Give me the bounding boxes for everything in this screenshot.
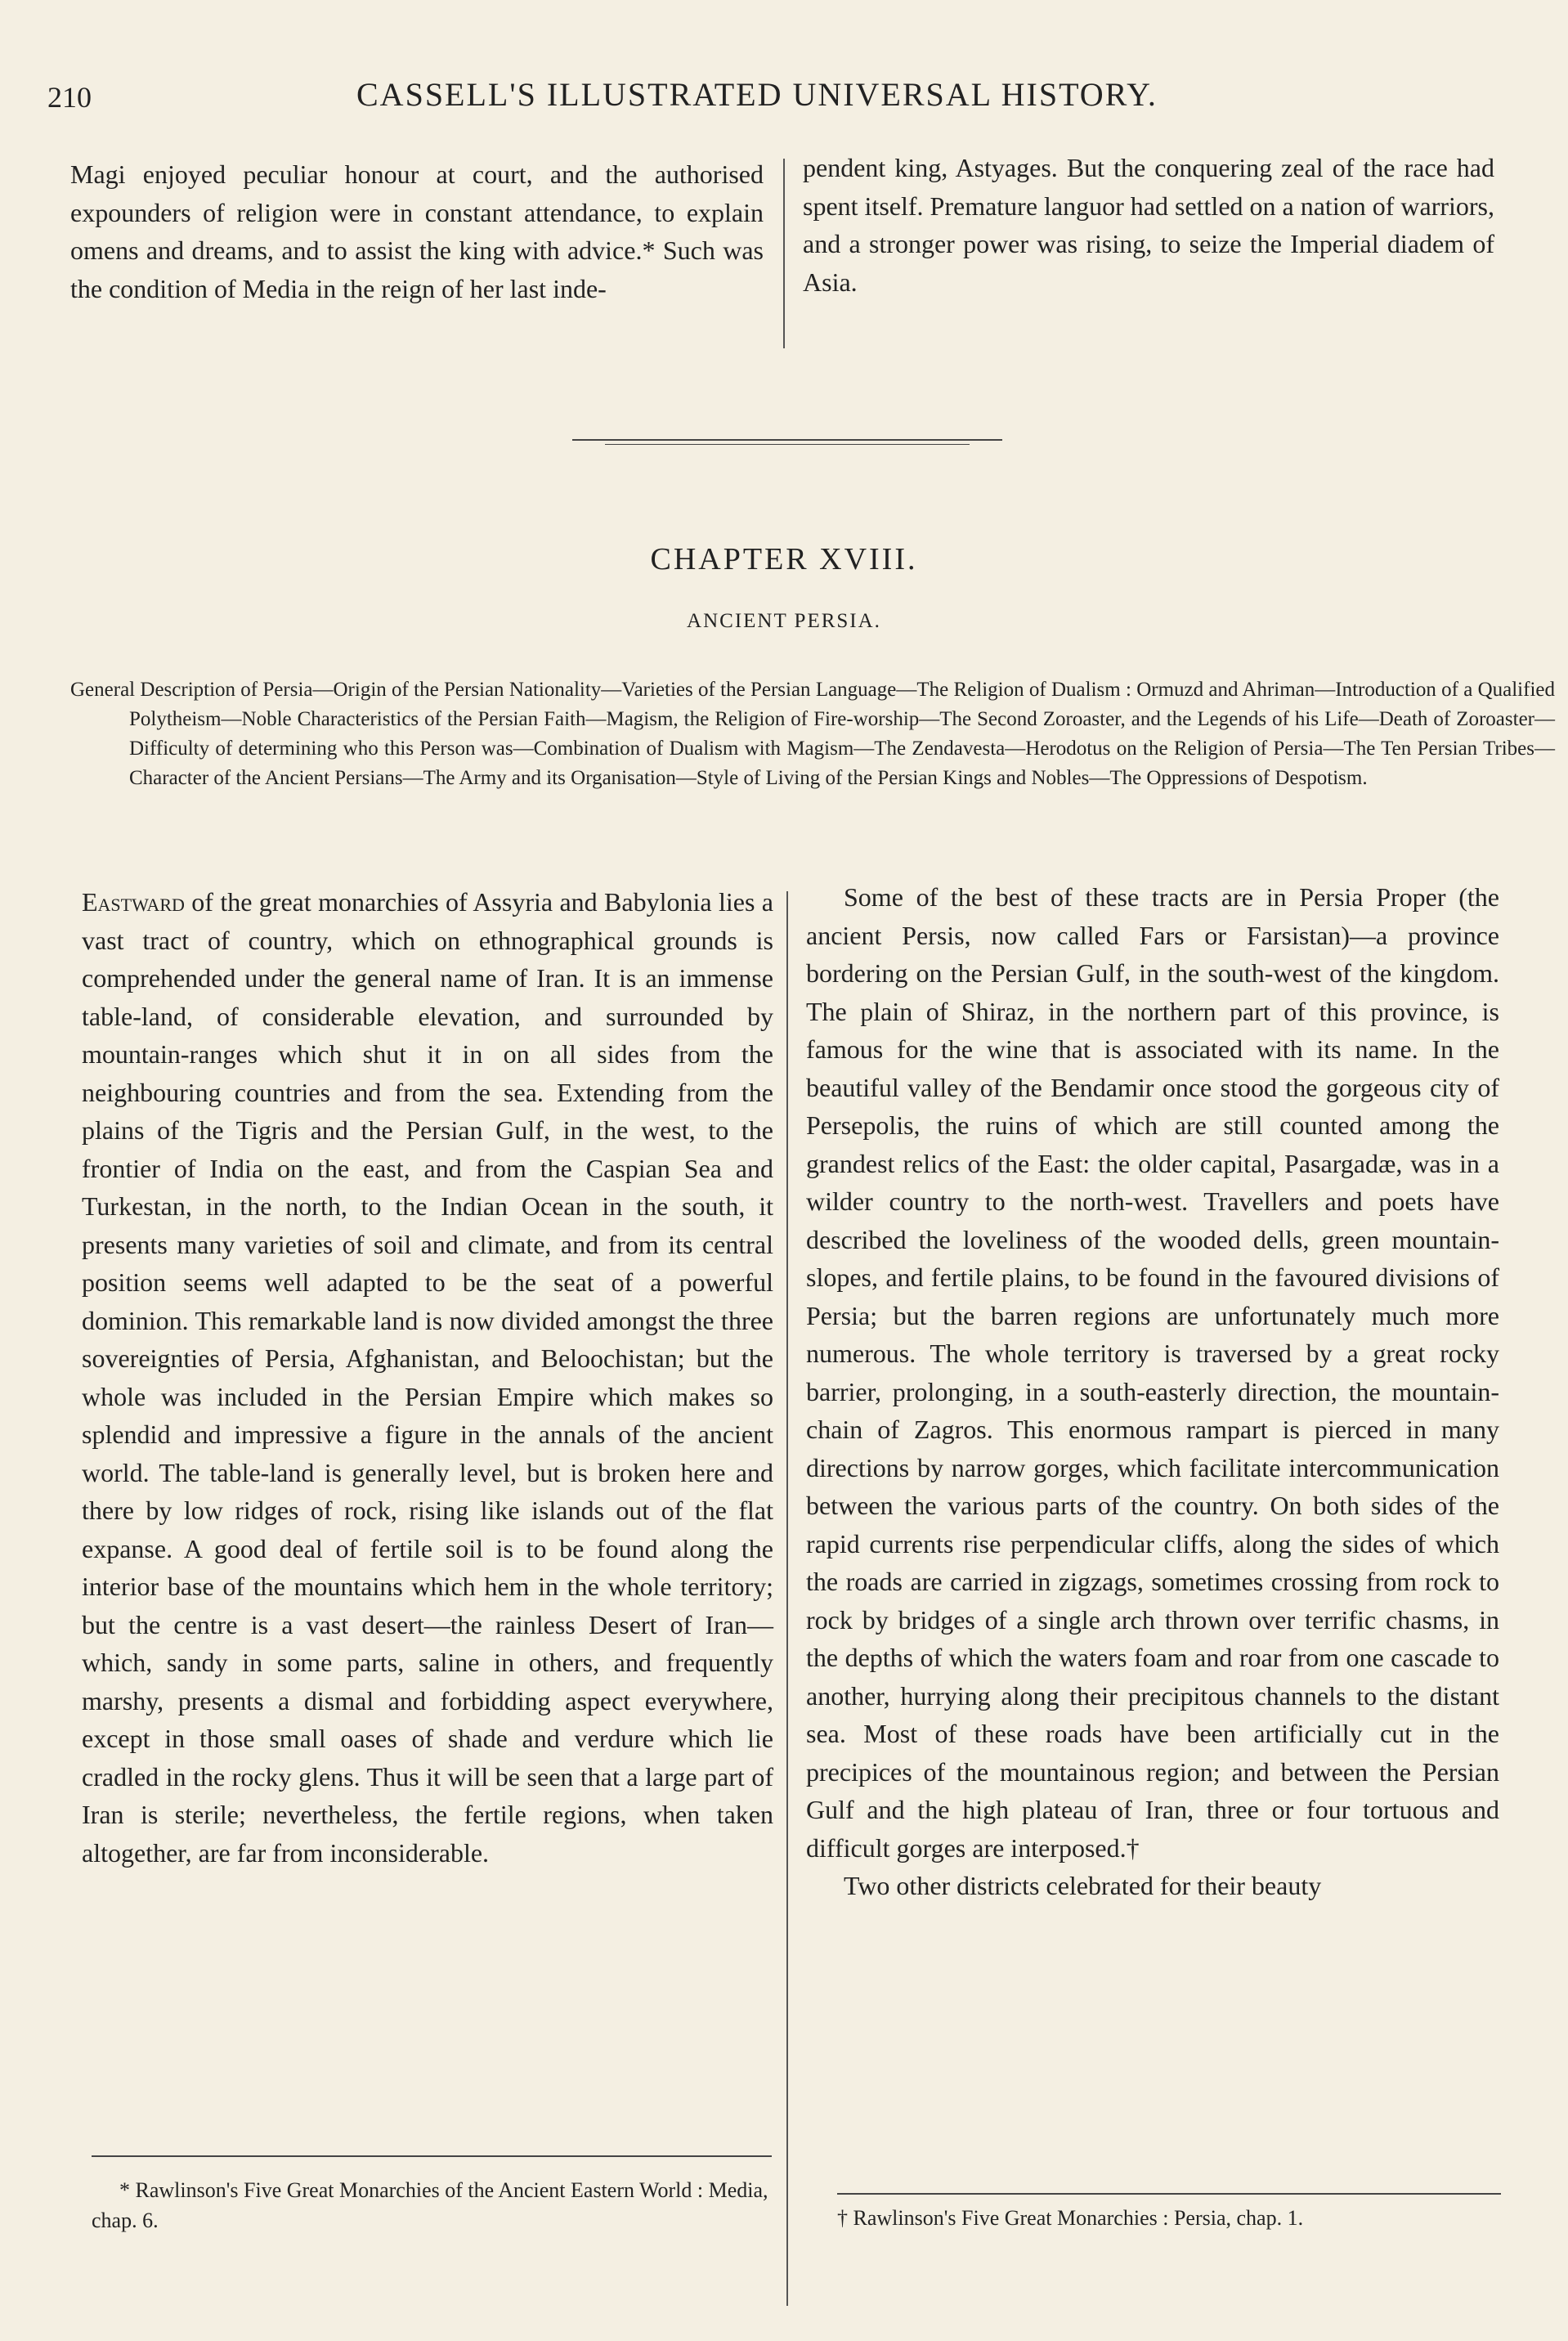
section-divider: [572, 439, 1002, 441]
main-right-column: [806, 878, 1499, 1905]
running-title: CASSELL'S ILLUSTRATED UNIVERSAL HISTORY.: [356, 76, 1158, 113]
footnote-rule-left: [92, 2155, 772, 2157]
main-left-column: [82, 883, 773, 1872]
body-paragraph-left: [82, 883, 773, 1872]
footnote-rule-right: [837, 2193, 1501, 2195]
top-left-column: [70, 155, 764, 307]
body-paragraph-right-1: Some of the best of these tracts are in Persia Proper (the ancient Persis, now called Fars or Farsistan)—a province bordering on the Persian Gulf, in the south-west of the kingdom. The plain of Shiraz, in the northern part of this province, is famous for the wine that is associated with its name. In the beautiful valley of the Bendamir once stood the gorgeous city of Persepolis, the ruins of which are still counted among the grandest relics of the East: the older capital, Pasargadæ, was in a wilder country to the north-west. Travellers and poets have described the loveliness of the wooded dells, green mountain-slopes, and fertile plains, to be found in the favoured divisions of Persia; but the barren regions are unfortunately much more numerous. The whole territory is traversed by a great rocky barrier, prolonging, in a south-easterly direction, the mountain-chain of Zagros. This enormous rampart is pierced in many directions by narrow gorges, which facilitate intercommunication between the various parts of the country. On both sides of the rapid currents rise perpendicular cliffs, along the sides of which the roads are carried in zigzags, sometimes crossing from rock to rock by bridges of a single arch thrown over terrific chasms, in the depths of which the waters foam and roar from one cascade to another, hurrying along their precipitous channels to the distant sea. Most of these roads have been artificially cut in the precipices of the mountainous region; and between the Persian Gulf and the high plateau of Iran, three or four tortuous and difficult gorges are interposed.†: [806, 882, 1499, 1863]
page-number: 210: [47, 81, 92, 114]
footnote-left: * Rawlinson's Five Great Monarchies of the Ancient Eastern World : Media, chap. 6.: [92, 2178, 768, 2232]
body-paragraph-right-2: Two other districts celebrated for their beauty: [844, 1871, 1322, 1900]
section-divider-lower: [605, 444, 970, 445]
chapter-title: CHAPTER XVIII.: [650, 542, 918, 576]
page-header: [47, 75, 1519, 124]
footnote-right: † Rawlinson's Five Great Monarchies : Persia, chap. 1.: [837, 2206, 1304, 2230]
chapter-synopsis: General Description of Persia—Origin of the Persian Nationality—Varieties of the Persian Language—The Religion of Dualism : Ormuzd and Ahriman—Introduction of a Qualified Polytheism—Noble Characteristics of the Persian Faith—Magism, the Religion of Fire-worship—The Second Zoroaster, and the Legends of his Life—Death of Zoroaster—Difficulty of determining who this Person was—Combination of Dualism with Magism—The Zendavesta—Herodotus on the Religion of Persia—The Ten Persian Tribes—Character of the Ancient Persians—The Army and its Organisation—Style of Living of the Persian Kings and Nobles—The Oppressions of Despotism.: [70, 679, 1555, 789]
top-left-paragraph: Magi enjoyed peculiar honour at court, and the authorised expounders of religion were in constant attendance, to explain omens and dreams, and to assist the king with advice.* Such was the condition of Media in the reign of her last inde-: [70, 159, 764, 303]
body-text-left: of the great monarchies of Assyria and Babylonia lies a vast tract of country, which on ethnographical grounds is comprehended under the general name of Iran. It is an immense table-land, of considerable elevation, and surrounded by mountain-ranges which shut it in on all sides from the neighbouring countries and from the sea. Extending from the plains of the Tigris and the Persian Gulf, in the west, to the frontier of India on the east, and from the Caspian Sea and Turkestan, in the north, to the Indian Ocean in the south, it presents many varieties of soil and climate, and from its central position seems well adapted to be the seat of a powerful dominion. This remarkable land is now divided amongst the three sovereignties of Persia, Afghanistan, and Beloochistan; but the whole was included in the Persian Empire which makes so splendid and impressive a figure in the annals of the ancient world. The table-land is generally level, but is broken here and there by low ridges of rock, rising like islands out of the flat expanse. A good deal of fertile soil is to be found along the interior base of the mountains which hem in the whole territory; but the centre is a vast desert—the rainless Desert of Iran—which, sandy in some parts, saline in others, and frequently marshy, presents a dismal and forbidding aspect everywhere, except in those small oases of shade and verdure which lie cradled in the rocky glens. Thus it will be seen that a large part of Iran is sterile; nevertheless, the fertile regions, when taken altogether, are far from inconsiderable.: [82, 887, 774, 1868]
drop-word: Eastward: [82, 887, 185, 917]
column-divider-top: [783, 159, 785, 348]
column-divider-main: [786, 891, 788, 2306]
top-right-paragraph: pendent king, Astyages. But the conquering zeal of the race had spent itself. Premature languor had settled on a nation of warriors, and a stronger power was rising, to seize the Imperial diadem of Asia.: [803, 153, 1494, 297]
chapter-subtitle: ANCIENT PERSIA.: [687, 610, 881, 632]
top-right-column: [803, 149, 1494, 301]
